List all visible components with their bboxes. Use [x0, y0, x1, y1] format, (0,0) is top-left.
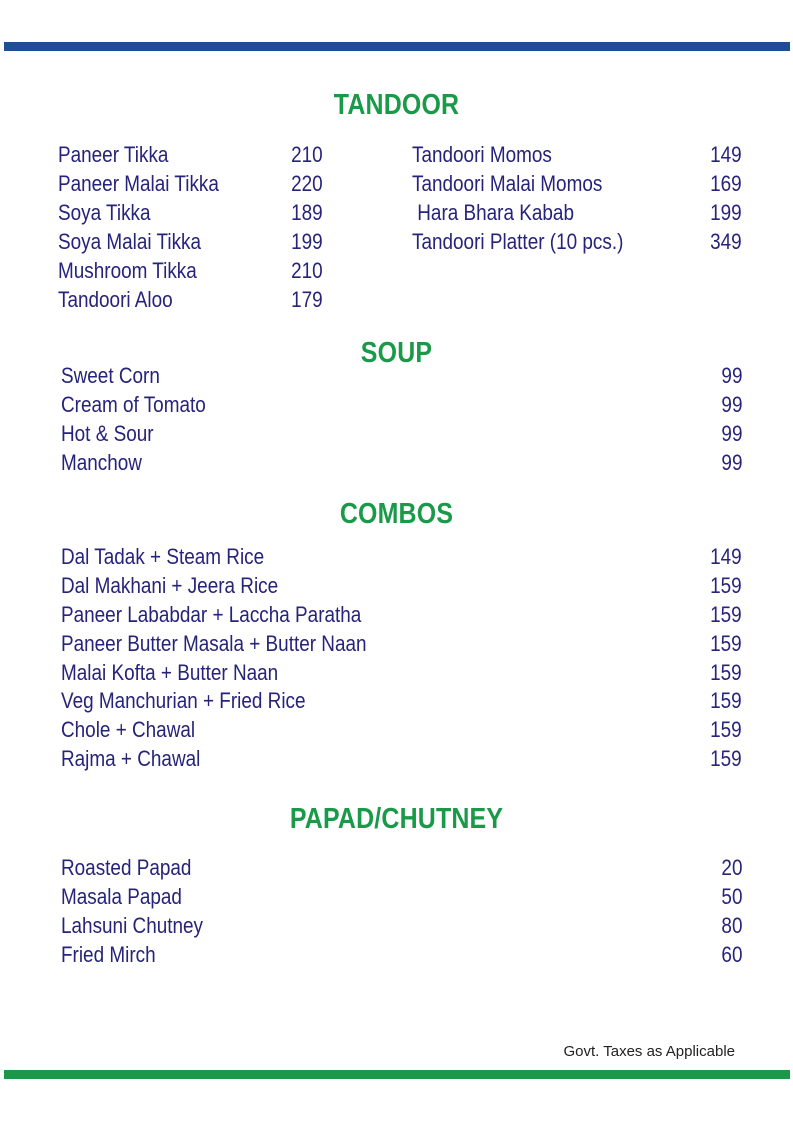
menu-item-row: [58, 285, 323, 314]
menu-item-name: Dal Tadak + Steam Rice: [61, 544, 265, 569]
menu-item-row: [61, 600, 742, 629]
menu-item-name: Tandoori Aloo: [58, 287, 173, 312]
menu-item-row: [61, 629, 742, 658]
menu-item-row: [412, 227, 742, 256]
menu-item-row: [61, 940, 742, 969]
menu-item-row: [61, 882, 742, 911]
menu-item-name: Soya Malai Tikka: [58, 229, 202, 254]
menu-item-price: 220: [291, 171, 323, 196]
menu-item-price: 349: [710, 229, 742, 254]
bottom-divider-bar: [4, 1070, 790, 1079]
menu-item-row: [61, 571, 742, 600]
menu-item-row: [61, 658, 742, 687]
menu-item-row: [61, 686, 742, 715]
menu-item-price: 99: [720, 450, 742, 475]
menu-item-price: 189: [291, 200, 323, 225]
menu-item-name: Paneer Butter Masala + Butter Naan: [61, 631, 367, 656]
menu-item-row: [61, 715, 742, 744]
menu-item-name: Cream of Tomato: [61, 392, 206, 417]
menu-item-name: Hara Bhara Kabab: [412, 200, 574, 225]
section-title-soup: SOUP: [360, 337, 433, 369]
menu-item-price: 80: [720, 913, 742, 938]
menu-item-name: Rajma + Chawal: [61, 746, 201, 771]
menu-item-price: 99: [720, 363, 742, 388]
menu-item-row: [61, 853, 742, 882]
menu-item-name: Chole + Chawal: [61, 717, 196, 742]
menu-item-price: 210: [291, 142, 323, 167]
menu-item-name: Tandoori Platter (10 pcs.): [412, 229, 624, 254]
menu-item-name: Dal Makhani + Jeera Rice: [61, 573, 279, 598]
menu-item-name: Veg Manchurian + Fried Rice: [61, 688, 306, 713]
menu-item-name: Hot & Sour: [61, 421, 154, 446]
menu-item-row: [412, 198, 742, 227]
menu-item-name: Sweet Corn: [61, 363, 160, 388]
menu-item-price: 199: [710, 200, 742, 225]
menu-item-price: 60: [720, 942, 742, 967]
top-divider-bar: [4, 42, 790, 51]
menu-item-price: 99: [720, 392, 742, 417]
menu-item-price: 159: [710, 573, 742, 598]
menu-item-name: Fried Mirch: [61, 942, 156, 967]
menu-item-price: 99: [720, 421, 742, 446]
menu-item-name: Tandoori Momos: [412, 142, 552, 167]
menu-item-price: 199: [291, 229, 323, 254]
menu-item-price: 20: [720, 855, 742, 880]
menu-item-row: [61, 448, 742, 477]
menu-item-row: [61, 744, 742, 773]
menu-item-price: 159: [710, 746, 742, 771]
section-title-tandoor: TANDOOR: [333, 89, 460, 121]
menu-item-name: Roasted Papad: [61, 855, 192, 880]
menu-item-price: 159: [710, 602, 742, 627]
menu-item-price: 149: [710, 544, 742, 569]
menu-item-row: [412, 169, 742, 198]
menu-item-row: [412, 140, 742, 169]
menu-item-name: Manchow: [61, 450, 142, 475]
menu-item-name: Mushroom Tikka: [58, 258, 197, 283]
menu-item-row: [61, 361, 742, 390]
menu-item-name: Masala Papad: [61, 884, 182, 909]
menu-item-name: Paneer Lababdar + Laccha Paratha: [61, 602, 362, 627]
menu-item-row: [58, 169, 323, 198]
menu-item-name: Paneer Tikka: [58, 142, 169, 167]
menu-item-row: [61, 542, 742, 571]
menu-item-row: [58, 227, 323, 256]
menu-item-price: 210: [291, 258, 323, 283]
menu-item-row: [61, 390, 742, 419]
menu-item-name: Soya Tikka: [58, 200, 151, 225]
menu-item-row: [58, 140, 323, 169]
menu-item-row: [61, 911, 742, 940]
menu-item-row: [58, 198, 323, 227]
menu-item-name: Lahsuni Chutney: [61, 913, 204, 938]
section-title-combos: COMBOS: [339, 498, 454, 530]
menu-item-name: Malai Kofta + Butter Naan: [61, 660, 279, 685]
tax-footnote: Govt. Taxes as Applicable: [563, 1043, 735, 1060]
menu-item-name: Paneer Malai Tikka: [58, 171, 219, 196]
menu-item-price: 159: [710, 631, 742, 656]
section-title-papad-chutney: PAPAD/CHUTNEY: [289, 803, 504, 835]
menu-item-price: 159: [710, 688, 742, 713]
menu-item-price: 169: [710, 171, 742, 196]
menu-item-row: [58, 256, 323, 285]
menu-item-price: 50: [720, 884, 742, 909]
menu-item-price: 159: [710, 660, 742, 685]
menu-item-price: 179: [291, 287, 323, 312]
menu-item-price: 149: [710, 142, 742, 167]
menu-item-row: [61, 419, 742, 448]
menu-item-name: Tandoori Malai Momos: [412, 171, 603, 196]
menu-item-price: 159: [710, 717, 742, 742]
